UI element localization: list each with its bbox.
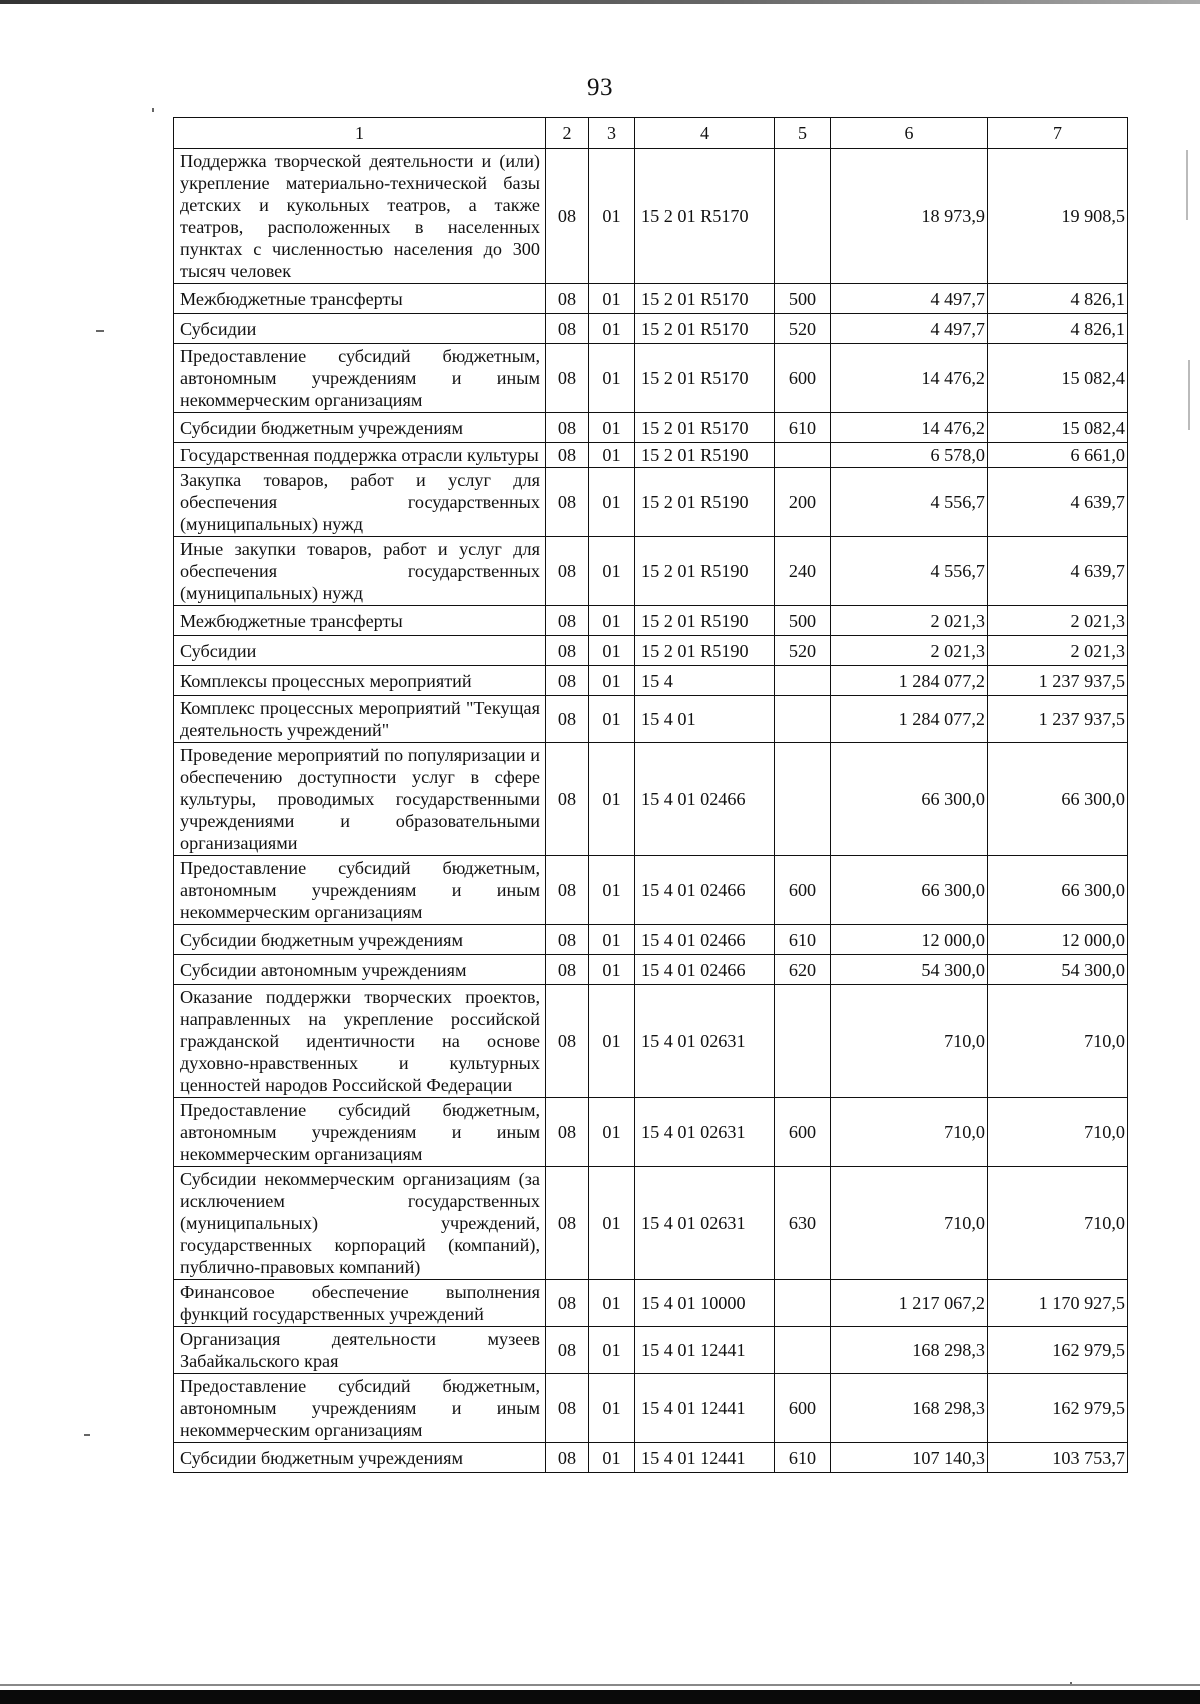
row-name: Субсидии бюджетным учреждениям [174, 925, 546, 955]
scan-speck [84, 1434, 90, 1436]
row-name: Закупка товаров, работ и услуг для обеспечения государственных (муниципальных) нужд [174, 468, 546, 537]
row-expense-type [775, 985, 831, 1098]
scan-speck [1186, 150, 1188, 220]
row-expense-type: 600 [775, 1374, 831, 1443]
row-name: Поддержка творческой деятельности и (или) укрепление материально-технической базы детских и кукольных театров, а также театров, расположенных в населенных пунктах с численностью населения до 300 тысяч человек [174, 149, 546, 284]
row-section: 08 [546, 1098, 589, 1167]
table-row [174, 696, 1128, 743]
header-col-2: 2 [546, 118, 589, 149]
row-expense-type: 610 [775, 413, 831, 443]
row-amount-1: 2 021,3 [831, 636, 988, 666]
scan-top-edge [0, 0, 1200, 4]
row-section: 08 [546, 413, 589, 443]
table-row [174, 925, 1128, 955]
row-amount-2: 6 661,0 [988, 443, 1128, 468]
row-subsection: 01 [589, 537, 635, 606]
row-expense-type: 200 [775, 468, 831, 537]
table-row [174, 1374, 1128, 1443]
row-target-code: 15 4 01 12441 [635, 1443, 775, 1473]
row-name: Субсидии бюджетным учреждениям [174, 413, 546, 443]
row-expense-type: 610 [775, 1443, 831, 1473]
table-row [174, 443, 1128, 468]
row-subsection: 01 [589, 1167, 635, 1280]
row-target-code: 15 4 01 12441 [635, 1327, 775, 1374]
table-row [174, 1098, 1128, 1167]
row-amount-2: 54 300,0 [988, 955, 1128, 985]
row-expense-type: 600 [775, 856, 831, 925]
row-subsection: 01 [589, 696, 635, 743]
row-name: Предоставление субсидий бюджетным, автономным учреждениям и иным некоммерческим организациям [174, 856, 546, 925]
row-section: 08 [546, 666, 589, 696]
row-name: Субсидии бюджетным учреждениям [174, 1443, 546, 1473]
row-section: 08 [546, 1327, 589, 1374]
row-target-code: 15 2 01 R5170 [635, 344, 775, 413]
row-expense-type [775, 149, 831, 284]
row-name: Государственная поддержка отрасли культуры [174, 443, 546, 468]
row-name: Субсидии автономным учреждениям [174, 955, 546, 985]
row-expense-type [775, 666, 831, 696]
row-section: 08 [546, 284, 589, 314]
row-amount-1: 12 000,0 [831, 925, 988, 955]
table-row [174, 985, 1128, 1098]
row-subsection: 01 [589, 1374, 635, 1443]
budget-table-container [173, 117, 1127, 1473]
row-subsection: 01 [589, 284, 635, 314]
budget-table [173, 117, 1128, 1473]
row-name: Финансовое обеспечение выполнения функций государственных учреждений [174, 1280, 546, 1327]
scan-speck [96, 330, 104, 332]
header-col-6: 6 [831, 118, 988, 149]
row-amount-2: 162 979,5 [988, 1374, 1128, 1443]
row-expense-type: 520 [775, 636, 831, 666]
row-amount-1: 168 298,3 [831, 1327, 988, 1374]
row-amount-2: 2 021,3 [988, 636, 1128, 666]
table-row [174, 955, 1128, 985]
row-expense-type: 500 [775, 284, 831, 314]
row-section: 08 [546, 1167, 589, 1280]
row-subsection: 01 [589, 443, 635, 468]
row-amount-2: 4 826,1 [988, 284, 1128, 314]
table-row [174, 284, 1128, 314]
row-name: Иные закупки товаров, работ и услуг для обеспечения государственных (муниципальных) нужд [174, 537, 546, 606]
row-name: Предоставление субсидий бюджетным, автономным учреждениям и иным некоммерческим организациям [174, 1098, 546, 1167]
table-row [174, 314, 1128, 344]
row-name: Межбюджетные трансферты [174, 284, 546, 314]
row-expense-type [775, 1280, 831, 1327]
table-row [174, 1327, 1128, 1374]
row-target-code: 15 2 01 R5190 [635, 606, 775, 636]
row-amount-1: 1 217 067,2 [831, 1280, 988, 1327]
row-amount-1: 710,0 [831, 985, 988, 1098]
table-row [174, 606, 1128, 636]
table-row [174, 1443, 1128, 1473]
row-amount-2: 12 000,0 [988, 925, 1128, 955]
row-amount-1: 18 973,9 [831, 149, 988, 284]
row-section: 08 [546, 743, 589, 856]
row-subsection: 01 [589, 149, 635, 284]
row-section: 08 [546, 314, 589, 344]
row-amount-1: 1 284 077,2 [831, 696, 988, 743]
row-amount-2: 2 021,3 [988, 606, 1128, 636]
row-target-code: 15 4 01 02631 [635, 985, 775, 1098]
row-expense-type: 240 [775, 537, 831, 606]
table-row [174, 666, 1128, 696]
row-section: 08 [546, 468, 589, 537]
row-amount-1: 4 556,7 [831, 468, 988, 537]
header-col-1: 1 [174, 118, 546, 149]
row-amount-2: 103 753,7 [988, 1443, 1128, 1473]
row-target-code: 15 4 [635, 666, 775, 696]
page-number: 93 [587, 74, 613, 101]
row-expense-type [775, 443, 831, 468]
table-row [174, 856, 1128, 925]
row-section: 08 [546, 636, 589, 666]
row-name: Проведение мероприятий по популяризации и обеспечению доступности услуг в сфере культуры, проводимых государственными учреждениями и образовательными организациями [174, 743, 546, 856]
row-target-code: 15 4 01 02631 [635, 1098, 775, 1167]
row-amount-1: 66 300,0 [831, 856, 988, 925]
row-subsection: 01 [589, 1327, 635, 1374]
row-section: 08 [546, 537, 589, 606]
row-expense-type: 500 [775, 606, 831, 636]
row-name: Субсидии [174, 636, 546, 666]
table-row [174, 149, 1128, 284]
row-expense-type: 600 [775, 344, 831, 413]
row-target-code: 15 4 01 02631 [635, 1167, 775, 1280]
row-section: 08 [546, 985, 589, 1098]
row-amount-2: 710,0 [988, 985, 1128, 1098]
row-target-code: 15 4 01 [635, 696, 775, 743]
row-target-code: 15 2 01 R5170 [635, 314, 775, 344]
row-amount-1: 2 021,3 [831, 606, 988, 636]
row-amount-2: 710,0 [988, 1167, 1128, 1280]
row-target-code: 15 4 01 02466 [635, 743, 775, 856]
row-name: Оказание поддержки творческих проектов, направленных на укрепление российской гражданской идентичности на основе духовно-нравственных и культурных ценностей народов Российской Федерации [174, 985, 546, 1098]
scan-speck [152, 108, 154, 112]
row-expense-type: 630 [775, 1167, 831, 1280]
header-col-7: 7 [988, 118, 1128, 149]
row-expense-type: 600 [775, 1098, 831, 1167]
row-target-code: 15 4 01 02466 [635, 856, 775, 925]
row-expense-type [775, 743, 831, 856]
row-section: 08 [546, 344, 589, 413]
row-section: 08 [546, 1443, 589, 1473]
row-target-code: 15 2 01 R5190 [635, 468, 775, 537]
row-target-code: 15 2 01 R5170 [635, 149, 775, 284]
table-row [174, 1280, 1128, 1327]
row-amount-2: 162 979,5 [988, 1327, 1128, 1374]
row-name: Комплексы процессных мероприятий [174, 666, 546, 696]
row-target-code: 15 2 01 R5190 [635, 443, 775, 468]
row-target-code: 15 4 01 12441 [635, 1374, 775, 1443]
row-name: Субсидии некоммерческим организациям (за исключением государственных (муниципальных) учреждений, государственных корпораций (компаний), публично-правовых компаний) [174, 1167, 546, 1280]
row-amount-2: 1 170 927,5 [988, 1280, 1128, 1327]
row-amount-1: 66 300,0 [831, 743, 988, 856]
row-amount-1: 4 497,7 [831, 284, 988, 314]
row-amount-1: 14 476,2 [831, 413, 988, 443]
row-amount-2: 4 826,1 [988, 314, 1128, 344]
row-subsection: 01 [589, 606, 635, 636]
row-amount-1: 4 497,7 [831, 314, 988, 344]
header-col-5: 5 [775, 118, 831, 149]
row-section: 08 [546, 1280, 589, 1327]
row-amount-2: 1 237 937,5 [988, 666, 1128, 696]
row-amount-2: 1 237 937,5 [988, 696, 1128, 743]
row-subsection: 01 [589, 1280, 635, 1327]
row-section: 08 [546, 149, 589, 284]
row-section: 08 [546, 443, 589, 468]
row-amount-1: 1 284 077,2 [831, 666, 988, 696]
row-name: Предоставление субсидий бюджетным, автономным учреждениям и иным некоммерческим организациям [174, 344, 546, 413]
row-section: 08 [546, 925, 589, 955]
row-subsection: 01 [589, 856, 635, 925]
row-amount-2: 15 082,4 [988, 413, 1128, 443]
row-expense-type: 520 [775, 314, 831, 344]
row-subsection: 01 [589, 1443, 635, 1473]
row-section: 08 [546, 955, 589, 985]
row-amount-2: 710,0 [988, 1098, 1128, 1167]
row-amount-2: 4 639,7 [988, 537, 1128, 606]
row-subsection: 01 [589, 636, 635, 666]
row-expense-type: 620 [775, 955, 831, 985]
row-amount-1: 710,0 [831, 1098, 988, 1167]
row-amount-1: 6 578,0 [831, 443, 988, 468]
row-name: Комплекс процессных мероприятий "Текущая деятельность учреждений" [174, 696, 546, 743]
row-amount-2: 4 639,7 [988, 468, 1128, 537]
row-name: Субсидии [174, 314, 546, 344]
row-subsection: 01 [589, 925, 635, 955]
row-expense-type [775, 696, 831, 743]
row-amount-2: 15 082,4 [988, 344, 1128, 413]
header-col-4: 4 [635, 118, 775, 149]
scan-bottom-edge [0, 1690, 1200, 1704]
row-target-code: 15 2 01 R5190 [635, 537, 775, 606]
table-row [174, 743, 1128, 856]
row-target-code: 15 2 01 R5190 [635, 636, 775, 666]
row-amount-2: 66 300,0 [988, 856, 1128, 925]
row-amount-2: 19 908,5 [988, 149, 1128, 284]
row-target-code: 15 4 01 02466 [635, 925, 775, 955]
row-target-code: 15 2 01 R5170 [635, 413, 775, 443]
scan-speck [1188, 360, 1190, 430]
row-section: 08 [546, 606, 589, 636]
row-subsection: 01 [589, 666, 635, 696]
table-header-row [174, 118, 1128, 149]
row-amount-1: 54 300,0 [831, 955, 988, 985]
row-name: Организация деятельности музеев Забайкальского края [174, 1327, 546, 1374]
row-amount-1: 710,0 [831, 1167, 988, 1280]
row-target-code: 15 4 01 10000 [635, 1280, 775, 1327]
row-section: 08 [546, 856, 589, 925]
table-row [174, 413, 1128, 443]
row-amount-1: 168 298,3 [831, 1374, 988, 1443]
row-amount-1: 107 140,3 [831, 1443, 988, 1473]
row-amount-2: 66 300,0 [988, 743, 1128, 856]
row-subsection: 01 [589, 314, 635, 344]
row-subsection: 01 [589, 1098, 635, 1167]
row-subsection: 01 [589, 344, 635, 413]
row-section: 08 [546, 1374, 589, 1443]
table-row [174, 636, 1128, 666]
row-target-code: 15 2 01 R5170 [635, 284, 775, 314]
row-target-code: 15 4 01 02466 [635, 955, 775, 985]
table-row [174, 468, 1128, 537]
row-subsection: 01 [589, 985, 635, 1098]
row-subsection: 01 [589, 413, 635, 443]
row-subsection: 01 [589, 955, 635, 985]
row-amount-1: 14 476,2 [831, 344, 988, 413]
table-row [174, 344, 1128, 413]
scan-bottom-line [0, 1684, 1200, 1686]
header-col-3: 3 [589, 118, 635, 149]
row-name: Межбюджетные трансферты [174, 606, 546, 636]
row-name: Предоставление субсидий бюджетным, автономным учреждениям и иным некоммерческим организациям [174, 1374, 546, 1443]
row-subsection: 01 [589, 743, 635, 856]
row-expense-type: 610 [775, 925, 831, 955]
row-subsection: 01 [589, 468, 635, 537]
table-row [174, 537, 1128, 606]
row-section: 08 [546, 696, 589, 743]
row-amount-1: 4 556,7 [831, 537, 988, 606]
table-row [174, 1167, 1128, 1280]
row-expense-type [775, 1327, 831, 1374]
